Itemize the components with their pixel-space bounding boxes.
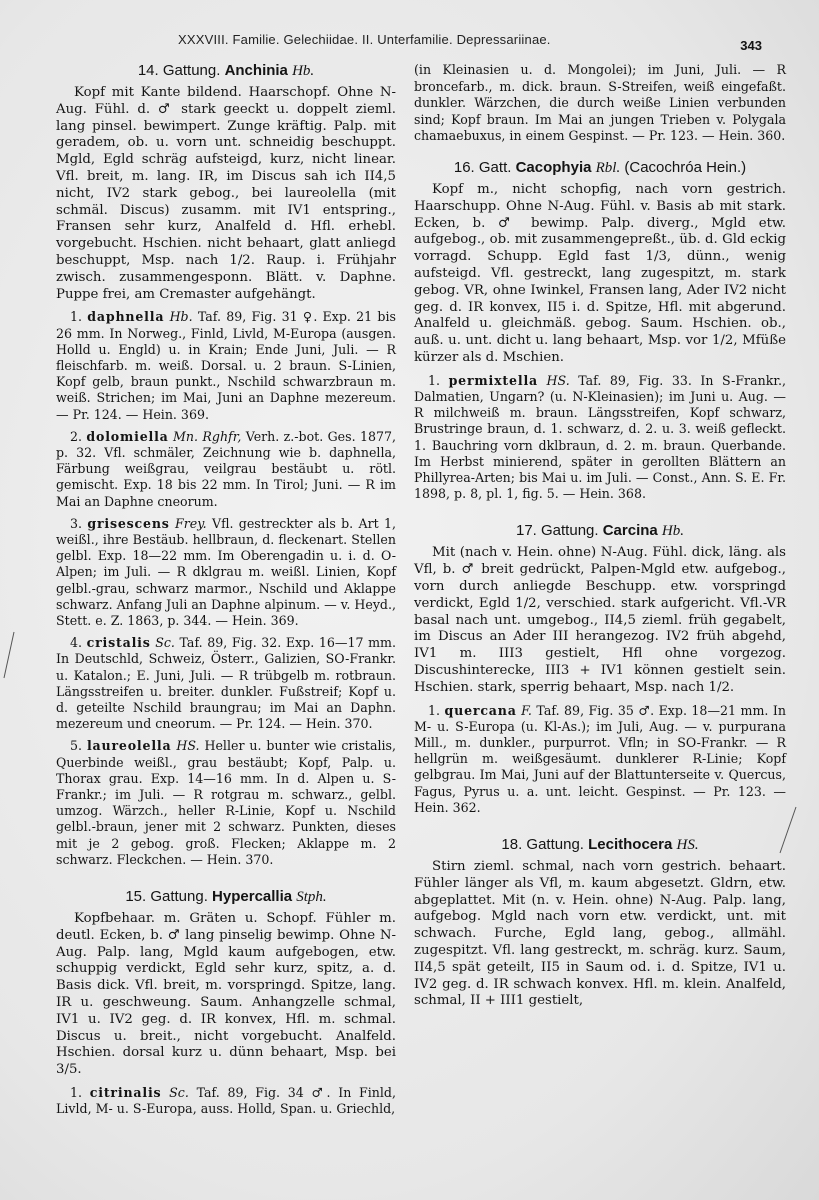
species-number: 2. [70,428,83,444]
genus-15-description: Kopfbehaar. m. Gräten u. Schopf. Fühler m. deutl. Ecken, b. ♂ lang pinselig bewimp. Ohne N-Aug. Palp. lang, Mgld kaum aufgebogen, etw. schuppig verdickt, Egld sehr kurz, spitz, a. d. Basis dick. Vfl. breit, m. vorspringd. Spitze, lang. IR u. geschweung. Saum. Anhangzelle schmal, IV1 u. IV2 geg. d. IR konvex, Hfl. m. schmal. Discus u. breit., nicht vorgebucht. Analfeld. Hschien. dorsal kurz u. dünn behaart, Msp. bei 3/5. [56,911,396,1078]
species-text: Verh. z.-bot. Ges. 1877, p. 32. Vfl. schmäler, Zeichnung wie b. daphnella, Färbung weißgrau, veilgrau bestäubt u. rötl. gemischt. Exp. 18 bis 22 mm. In Tirol; Juni. — R im Mai an Daphne cneorum. [56,428,397,509]
species-author: Sc. [169,1085,189,1101]
genus-17-description: Mit (nach v. Hein. ohne) N-Aug. Fühl. dick, läng. als Vfl, b. ♂ breit gedrückt, Palpen-Mgld etw. aufgebog., vorn durch anliegde Beschupp. etw. vorspringd verdickt, Egld 1/2, verschied. stark aufgericht. Vfl.-VR basal nach unt. umgebog., II4,5 zieml. früh gegabelt, im Discus an Ader III herangezog. IV2 früh abgehd, IV1 m. III3 gestielt, Hfl ohne vorgezog. Discushinterecke, III3 + IV1 können gestielt sein. Hschien. stark, sperrig behaart, Msp. nach 1/2. [414,545,786,695]
species-citrinalis [56,1085,396,1117]
genus-name: Lecithocera [588,835,673,853]
genus-number: 17. Gattung. [515,522,599,540]
genus-name: Anchinia [224,62,288,79]
species-text: Heller u. bunter wie cristalis, Querbinde weißl., grau bestäubt; Kopf, Palp. u. Thorax grau. Exp. 14—16 mm. In d. Alpen u. S-Frankr.; im Juli. — R rotgrau m. schwarz., gelbl. umzog. Wärzch., heller R-Linie, Kopf u. Nschild gelbl.-braun, jener mit 2 schwarz. Punkten, dieses mit je 2 gebog. groß. Flecken; Aklappe m. 2 schwarz. Fleckchen. — Hein. 370. [56,738,397,867]
genus-author: Stph. [296,889,327,906]
species-number: 1. [70,1085,83,1101]
genus-number: 18. Gattung. [501,835,584,853]
species-name: dolomiella [86,428,169,444]
species-text: Taf. 89, Fig. 31 ♀. Exp. 21 bis 26 mm. In Norweg., Finld, Livld, M-Europa (ausgen. Holld u. Engld) u. in Krain; Ende Juni, Juli. — R fleischfarb. m. weiß. Dorsal. u. 2 braun. S-Linien, Kopf gelb, braun punkt., Nschild schwarzbraun m. weiß. Strichen; im Mai, Juni an Daphne mezereum. — Pr. 124. — Hein. 369. [56,309,396,422]
genus-number: 16. Gatt. [453,158,512,176]
species-text: Taf. 89, Fig. 32. Exp. 16—17 mm. In Deutschld, Schweiz, Österr., Galizien, SO-Frankr. u. Katalon.; E. Juni, Juli. — R trübgelb m. rotbraun. Längsstreifen u. breiter. dunkler. Fußstreif; Kopf u. d. geteilte Nschild braungrau; im Mai an Daphn. mezereum und cneorum. — Pr. 124. — Hein. 370. [56,635,396,732]
species-grisescens [56,516,396,629]
continued-citrinalis-text: (in Kleinasien u. d. Mongolei); im Juni, Juli. — R broncefarb., m. dick. braun. S-Streifen, weiß eingefaßt. dunkler. Wärzchen, die durch weiße Linien verbunden sind; Kopf braun. Im Mai an jungen Trieben v. Polygala chamaebuxus, in einem Gespinst. — Pr. 123. — Hein. 360. [414,62,786,144]
page-number: 343 [740,38,762,53]
species-permixtella [414,373,786,503]
species-author: Hb. [169,309,193,325]
species-name: grisescens [87,515,170,531]
genus-14-description: Kopf mit Kante bildend. Haarschopf. Ohne N-Aug. Fühl. d. ♂ stark geeckt u. doppelt zieml. lang pinsel. bewimpert. Zunge kräftig. Palp. mit geradem, ob. u. vorn unt. schneidig beschuppt. Mgld, Egld schräg aufsteigd, kurz, nicht linear. Vfl. breit, m. lang. IR, im Discus sah ich II4,5 nicht, IV2 stark gebog., bei laureolella (mit schmäl. Discus) zusamm. mit IV1 entspring., Fransen sehr kurz, Analfeld d. Hfl. erhebl. vorgebucht. Hschien. nicht behaart, glatt anliegd beschuppt, Msp. nach 1/2. Raup. i. Frühjahr zwisch. zusammengesponn. Blätt. v. Daphne. Puppe frei, am Cremaster aufgehängt. [56,85,396,302]
right-column [414,62,786,1010]
species-number: 5. [70,738,83,754]
species-cristalis [56,635,396,732]
species-number: 3. [70,515,83,531]
left-column [56,62,396,1117]
species-number: 4. [70,635,83,651]
species-author: Sc. [155,635,175,651]
species-author: HS. [176,738,200,754]
genus-16-description: Kopf m., nicht schopfig, nach vorn gestrich. Haarschupp. Ohne N-Aug. Fühl. v. Basis ab mit stark. Ecken, b. ♂ bewimp. Palp. diverg., Mgld etw. aufgebog., ob. mit zusammengepreßt., üb. d. Gld eckig vorragd. Schupp. Egld fast 1/3, dünn., wenig aufsteigd. Vfl. gestreckt, lang zugespitzt, m. stark gebog. VR, ohne Iwinkel, Fransen lang, Ader IV2 nicht geg. d. IR konvex, II5 i. d. Spitze, Hfl. mit abgerund. Analfeld u. gleichmäß. gebog. Saum. Hschien. ob., auß. u. unt. dicht u. lang behaart, Msp. vor 1/2, Mfüße kürzer als d. Mschien. [414,181,786,365]
species-number: 1. [70,309,83,325]
genus-name: Hypercallia [212,888,293,906]
species-number: 1. [428,702,441,718]
genus-16-heading [414,159,786,177]
genus-15-heading [56,888,396,906]
genus-author: HS. [676,836,699,853]
genus-author: Hb. [292,63,315,79]
species-name: cristalis [86,635,151,651]
species-text: Taf. 89, Fig. 34 ♂. In Finld, Livld, M- u. S-Europa, auss. Holld, Span. u. Griechld, [56,1085,397,1117]
genus-14-heading [56,62,396,80]
species-text: Taf. 89, Fig. 33. In S-Frankr., Dalmatien, Ungarn? (u. N-Kleinasien); im Juni u. Aug. — R milchweiß m. braun. Längsstreifen, Kopf schwarz, Brustringe braun, d. 1. schwarz, d. 2. u. 3. weiß gefleckt. 1. Bauchring vorn dklbraun, d. 2. m. braun. Querbande. Im Herbst minierend, später in gerollten Blättern an Phillyrea-Arten; bis Mai u. im Juli. — Const., Ann. S. E. Fr. 1898, p. 8, pl. 1, fig. 5. — Hein. 368. [414,372,786,502]
genus-name: Carcina [602,522,658,540]
species-name: laureolella [86,738,172,754]
genus-author: Rbl. [595,159,621,176]
genus-number: 14. Gattung. [137,62,221,79]
genus-number: 15. Gattung. [125,888,208,906]
species-text: Vfl. gestreckter als b. Art 1, weißl., ihre Bestäub. hellbraun, d. fleckenart. Stellen gelbl. Exp. 18—22 mm. Im Oberengadin u. i. d. O-Alpen; im Juli. — R dklgrau m. weißl. Linien, Kopf gelbl.-grau, schwarz marmor., Nschild und Aklappe schwarz. Anfang Juli an Daphne alpinum. — v. Heyd., Stett. e. Z. 1863, p. 344. — Hein. 369. [56,515,396,629]
genus-name: Cacophyia [515,158,592,176]
species-author: F. [521,702,532,718]
species-number: 1. [428,372,441,388]
species-name: permixtella [448,372,538,388]
species-author: Frey. [175,515,207,531]
running-head-title: XXXVIII. Familie. Gelechiidae. II. Unterfamilie. Depressariinae. [178,32,551,47]
genus-18-description: Stirn zieml. schmal, nach vorn gestrich. behaart. Fühler länger als Vfl, m. kaum abgesetzt. Gldrn, etw. abgeplattet. Mit (n. v. Hein. ohne) N-Aug. Palp. lang, aufgebog. Mgld nach vorn etw. verdickt, unt. mit schwach. Furche, Egld lang, gebog., allmähl. zugespitzt. Vfl. lang gestreckt, m. schräg. kurz. Saum, II4,5 spät geteilt, II5 in Saum od. i. d. Spitze, IV1 u. IV2 geg. d. IR schwach konvex. Hfl. m. klein. Analfeld, schmal, II + III1 gestielt, [414,858,786,1009]
species-author: Mn. Rghfr, [173,428,242,444]
species-daphnella [56,309,396,422]
genus-author: Hb. [661,523,685,540]
genus-18-heading [414,836,786,854]
species-laureolella [56,738,396,868]
running-head [0,26,819,54]
genus-17-heading [414,522,786,540]
pencil-mark-left [2,630,16,680]
species-name: quercana [444,702,517,718]
species-dolomiella [56,429,396,510]
species-name: daphnella [87,309,165,325]
genus-synonym: (Cacochróa Hein.) [624,158,747,176]
species-name: citrinalis [89,1085,162,1101]
species-author: HS. [546,372,570,388]
species-quercana [414,703,786,816]
species-text: Taf. 89, Fig. 35 ♂. Exp. 18—21 mm. In M- u. S-Europa (u. Kl-As.); im Juli, Aug. — v. purpurana Mill., m. dunkler., purpurrot. Vfln; in SO-Frankr. — R hellgrün m. weißgesäumt. dunklerer R-Linie; Kopf gelbgrau. Im Mai, Juni auf der Blattunterseite v. Quercus, Fagus, Pyrus u. a. unt. leicht. Gespinst. — Pr. 123. — Hein. 362. [414,702,786,815]
